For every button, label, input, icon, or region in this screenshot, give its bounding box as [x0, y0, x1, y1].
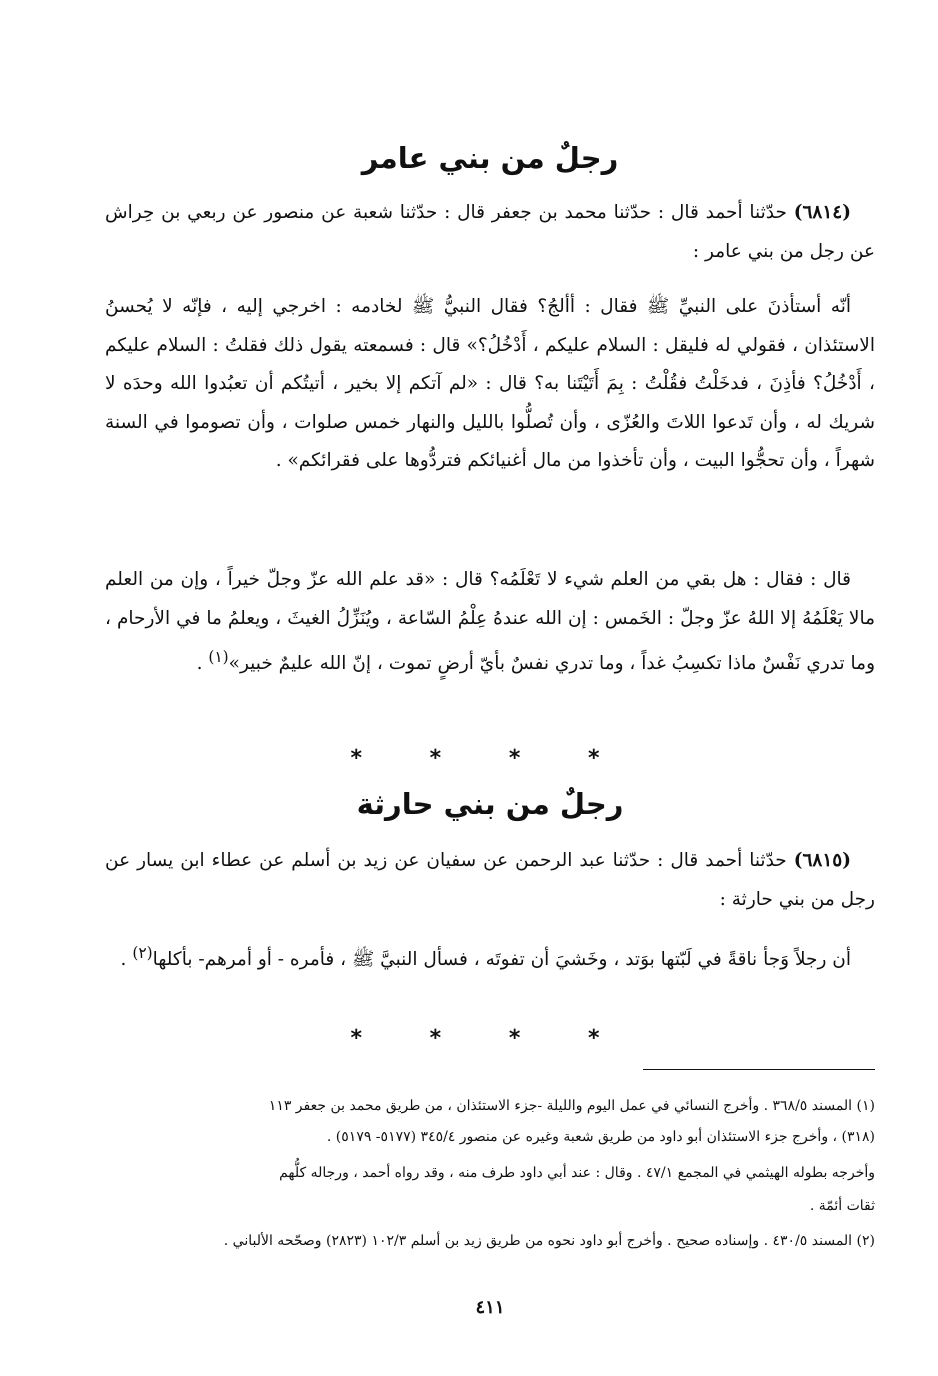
hadith-6814-matn: أنّه أستأذنَ على النبيِّ ﷺ فقال : أألجُ؟ فقال النبيُّ ﷺ لخادمه : اخرجي إليه ، فإنّه لا يُحسنُ الاستئذان ، فقولي له فليقل : السلام عليكم ، أَدْخُلُ؟» قال : فسمعته يقول ذلك فقلتُ : السلام عليكم ، أَدْخُلُ؟ فأذِنَ ، فدخَلْتُ فقُلْتُ : بِمَ أَتَيْتَنا به؟ قال : «لم آتكم إلا بخير ، أتيتُكم أن تعبُدوا الله وحدَه لا شريك له ، وأن تَدعوا اللاتَ والعُزّى ، وأن تُصلُّوا بالليل والنهار خمس صلوات ، وأن تصوموا في السنة شهراً ، وأن تحجُّوا البيت ، وأن تأخذوا من مال أغنيائكم فتردُّوها على فقرائكم» . — [105, 296, 875, 471]
paragraph-text: قال : فقال : هل بقي من العلم شيء لا تَعْلَمُه؟ قال : «قد علم الله عزّ وجلّ خيراً ، وإن من العلم مالا يَعْلَمُهُ إلا اللهُ عزّ وجلّ : الخَمس : إن الله عندهُ عِلْمُ السّاعة ، ويُنَزِّلُ الغيثَ ، ويعلمُ ما في الأرحام ، وما تدري نَفْسٌ ماذا تكسِبُ غداً ، وما تدري نفسٌ بأيّ أرضٍ تموت ، إنّ الله عليمٌ خبير» — [105, 569, 875, 675]
isnad-text: حدّثنا أحمد قال : حدّثنا محمد بن جعفر قال : حدّثنا شعبة عن منصور عن ربعي بن حِراش عن رجل من بني عامر : — [105, 202, 875, 262]
paragraph-text: أن رجلاً وَجأ ناقةً في لَبّتها بوَتد ، وخَشيَ أن تفوتَه ، فسأل النبيَّ ﷺ ، فأمره - أو أمرهم- بأكلها — [152, 949, 851, 971]
footnote-1-line-4: ثقات أئمّة . — [809, 1198, 875, 1214]
hadith-6814-isnad — [105, 194, 875, 271]
section-separator: * * * * — [350, 1026, 630, 1051]
paragraph-end: . — [196, 653, 209, 675]
section-separator: * * * * — [350, 746, 630, 771]
hadith-6815-matn — [105, 934, 875, 980]
footnote-ref-2[interactable]: (٢) — [132, 944, 153, 962]
footnote-1-line-3: وأخرجه بطوله الهيثمي في المجمع ٤٧/١ . وقال : عند أبي داود طرف منه ، وقد رواه أحمد ، ورجاله كلُّهم — [279, 1165, 875, 1181]
footnote-1-line-2: (٣١٨) ، وأخرج جزء الاستئذان أبو داود من طريق شعبة وغيره عن منصور ٣٤٥/٤ (٥١٧٧- ٥١٧٩) . — [326, 1129, 875, 1145]
hadith-number: (٦٨١٤) — [793, 202, 851, 223]
section-title-bani-amir: رجلٌ من بني عامر — [361, 141, 619, 175]
footnote-ref-1[interactable]: (١) — [208, 648, 229, 666]
page-number: ٤١١ — [475, 1297, 505, 1318]
book-page — [105, 0, 875, 1376]
hadith-number: (٦٨١٥) — [793, 850, 851, 871]
footnote-1-line-1: (١) المسند ٣٦٨/٥ . وأخرج النسائي في عمل اليوم والليلة -جزء الاستئذان ، من طريق محمد بن جعفر ١١٣ — [268, 1098, 875, 1114]
hadith-6815-isnad — [105, 842, 875, 919]
section-title-bani-haritha: رجلٌ من بني حارثة — [356, 787, 624, 821]
paragraph-end: . — [120, 949, 133, 971]
hadith-6814-question — [105, 561, 875, 684]
isnad-text: حدّثنا أحمد قال : حدّثنا عبد الرحمن عن سفيان عن زيد بن أسلم عن عطاء ابن يسار عن رجل من بني حارثة : — [105, 850, 875, 910]
footnote-2: (٢) المسند ٤٣٠/٥ . وإسناده صحيح . وأخرج أبو داود نحوه من طريق زيد بن أسلم ١٠٢/٣ (٢٨٢٣) وصحّحه الألباني . — [223, 1233, 875, 1249]
footnote-divider — [643, 1069, 875, 1070]
